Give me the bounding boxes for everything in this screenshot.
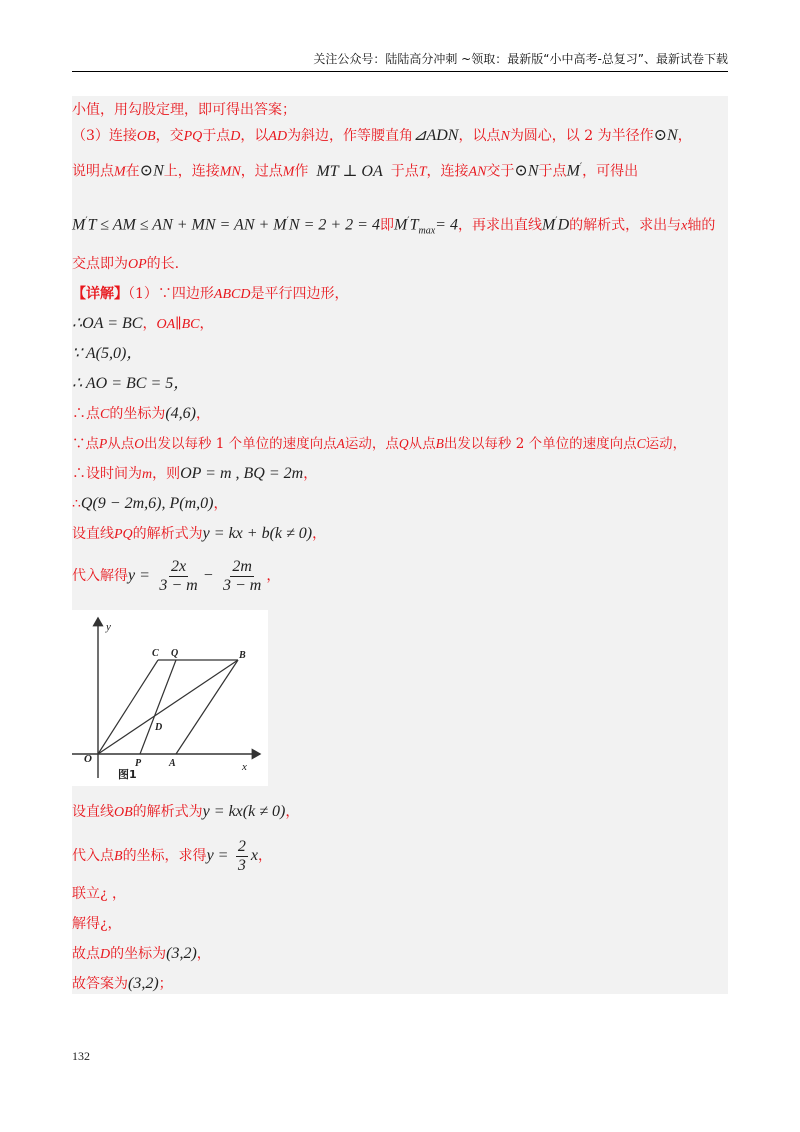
- figure-caption: 图1: [118, 768, 137, 781]
- text-line-12: ∴设时间为m，则OP = m , BQ = 2m，: [72, 465, 318, 482]
- label-Q: Q: [171, 648, 179, 659]
- figure-1: [72, 610, 268, 786]
- text-line-15: 代入解得y = $\frac{2x}{3 - m}$ − $\frac{2m}{3 - m}$ ，: [72, 557, 281, 594]
- text-line-13: ∴Q(9 − 2m,6), P(m,0)，: [72, 495, 228, 512]
- text-line-11: ∵点P从点O出发以每秒 1 个单位的速度向点A运动，点Q从点B出发以每秒 2 个单位的速度向点C运动，: [72, 436, 687, 452]
- label-P: P: [135, 758, 142, 769]
- label-C: C: [152, 648, 159, 659]
- text-line-8: ∵ A(5,0)，: [72, 345, 143, 362]
- page-header: [72, 50, 728, 70]
- solution-content: [72, 96, 728, 994]
- segment-BA: [176, 660, 238, 754]
- segment-PQ: [140, 660, 176, 754]
- text-line-18: 联立¿ ，: [72, 886, 126, 902]
- text-line-9: ∴ AO = BC = 5，: [72, 375, 190, 392]
- text-line-10: ∴点C的坐标为(4,6)，: [72, 405, 210, 422]
- text-line-19: 解得¿，: [72, 916, 122, 932]
- text-line-2: （3）连接OB，交PQ于点D，以AD为斜边，作等腰直角⊿ADN，以点N为圆心，以 2 为半径作⊙N，: [72, 127, 692, 144]
- fraction-2-3: $\frac{2}{3}$: [237, 837, 246, 874]
- text-line-17: 代入点B的坐标，求得y = $\frac{2}{3}$ x，: [72, 837, 273, 874]
- text-line-6: 【详解】（1）∵四边形ABCD是平行四边形，: [72, 286, 349, 302]
- label-x: x: [242, 761, 247, 773]
- text-line-21: 故答案为(3,2)；: [72, 975, 173, 992]
- text-line-5: 交点即为OP的长.: [72, 256, 180, 272]
- text-line-20: 故点D的坐标为(3,2)，: [72, 945, 211, 962]
- segment-OB: [98, 660, 238, 754]
- fraction-2m: $\frac{2m}{3 - m}$: [222, 557, 262, 594]
- text-line-16: 设直线OB的解析式为y = kx(k ≠ 0)，: [72, 803, 300, 820]
- label-B: B: [239, 650, 246, 661]
- header-rule: [72, 71, 728, 72]
- segment-OC: [98, 660, 158, 754]
- text-line-1: 小值，用勾股定理，即可得出答案；: [72, 102, 296, 118]
- page-number: 132: [72, 1049, 90, 1063]
- label-O: O: [84, 753, 92, 765]
- header-text: 关注公众号：陆陆高分冲刺 ~领取：最新版“小中高考-总复习”、最新试卷下载: [313, 52, 728, 66]
- fraction-2x: $\frac{2x}{3 - m}$: [159, 557, 198, 594]
- text-line-14: 设直线PQ的解析式为y = kx + b(k ≠ 0)，: [72, 525, 327, 542]
- text-line-3: 说明点M在⊙N上，连接MN，过点M作 MT ⊥ OA 于点T，连接AN交于⊙N于点M′，可得出: [72, 162, 639, 180]
- label-D: D: [155, 722, 163, 733]
- label-y: y: [106, 621, 111, 633]
- text-line-7: ∴OA = BC，OA∥BC，: [72, 315, 214, 332]
- text-line-4: M′T ≤ AM ≤ AN + MN = AN + M′N = 2 + 2 = 4即$M'T_{max}= 4$，再求出直线M′D的解析式，求出与x轴的: [72, 216, 716, 237]
- label-A: A: [169, 758, 176, 769]
